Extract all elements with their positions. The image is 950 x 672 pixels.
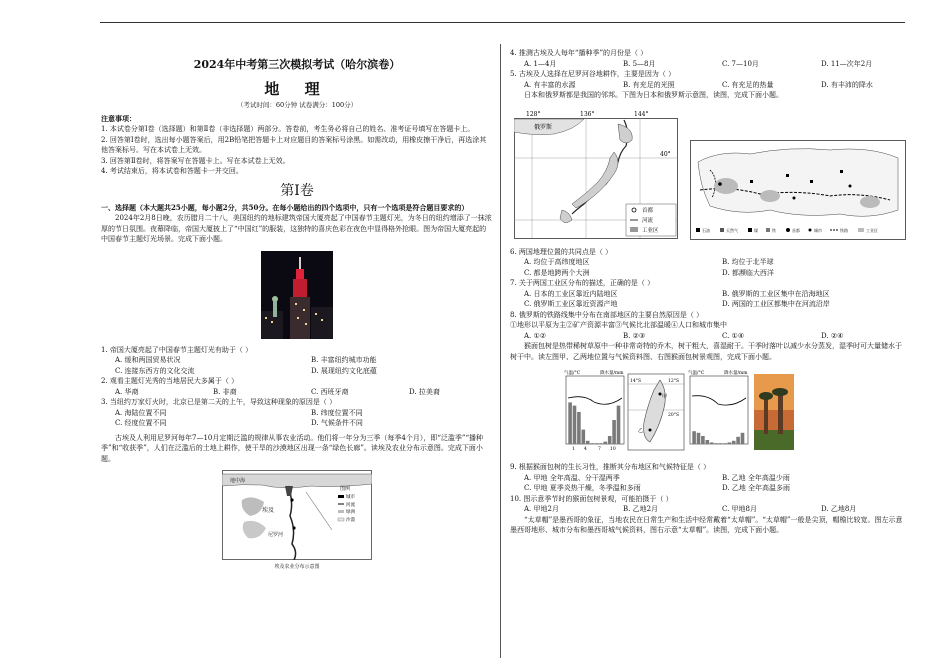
notice-item: 2. 回答第Ⅰ卷时，选出每小题答案后，用2B铅笔把答题卡上对应题目的答案标号涂黑。如需改动，用橡皮擦干净后，再选涂其他答案标号。写在本试卷上无效。 xyxy=(101,135,487,154)
option[interactable]: B. 5—8月 xyxy=(623,59,656,68)
legend-item: 天然气 xyxy=(726,227,738,233)
legend-item: 铁路 xyxy=(840,227,848,233)
precip-bar-8 xyxy=(723,443,727,444)
question-3: 3. 当纽约万家灯火时，北京已是第二天的上午，导致这种现象的原因是（ ） xyxy=(101,398,337,406)
option[interactable]: B. 乙地 全年高温少雨 xyxy=(722,473,790,482)
precip-bar-2 xyxy=(573,406,577,444)
passage-egypt: 古埃及人利用尼罗河每年7—10月定期泛滥的规律从事农业活动。他们将一年分为三季（每季4个月），即“泛滥季”“播种季”和“收获季”，人们在泛滥后的土地上耕作，使干旱的沙漠地区出现一条“绿色长廊”。读埃及农业分布示意图。完成下面小题。 xyxy=(101,433,484,463)
month-tick: 4 xyxy=(584,447,587,452)
exam-meta: （考试时间：60分钟 试卷满分：100分） xyxy=(236,101,358,109)
option[interactable]: A. 有丰富的水源 xyxy=(524,80,576,89)
empire-state-photo xyxy=(261,251,333,339)
option[interactable]: A. 缓和两国贸易状况 xyxy=(115,356,181,364)
passage-baobab: 猴面包树是热带稀树草原中一种非常奇特的乔木，树干粗大，喜湿耐干。干季时落叶以减少水分蒸发，湿季时可大量储水于树干中。读左图甲、乙两地位置与气候资料图、右图猴面包树景观图，完成下面小题。 xyxy=(510,342,902,361)
option[interactable]: A. 日本的工业区靠近内陆地区 xyxy=(524,289,618,298)
question-9: 9. 根据猴面包树的生长习性，推断其分布地区和气候特征是（ ） xyxy=(510,463,711,471)
figure-caption: 埃及农业分布示意图 xyxy=(274,563,320,570)
precip-bar-9 xyxy=(604,442,608,444)
option[interactable]: D. 拉美裔 xyxy=(409,387,440,396)
legend-item: 城市 xyxy=(814,227,822,233)
exam-title: 2024年中考第三次模拟考试（哈尔滨卷） xyxy=(193,58,401,71)
map-mark: 12°S xyxy=(668,379,680,384)
axis-label: 气温/°C xyxy=(564,371,581,376)
map-mark: 乙 xyxy=(638,428,644,434)
precip-bar-2 xyxy=(697,433,701,444)
month-tick: 7 xyxy=(598,447,601,452)
lon-label: 144° xyxy=(634,110,649,118)
precip-bar-4 xyxy=(706,440,710,444)
question-6: 6. 两国地理位置的共同点是（ ） xyxy=(510,247,613,256)
option[interactable]: A. 均位于高纬度地区 xyxy=(524,258,590,266)
legend-item: 工业区 xyxy=(642,227,659,234)
question-8: 8. 俄罗斯的铁路线集中分布在南部地区的主要自然原因是（ ） xyxy=(510,310,704,319)
notice-item: 4. 考试结束后，将本试卷和答题卡一并交回。 xyxy=(101,167,243,175)
passage-empire-state: 2024年2月8日晚，农历腊月二十八，美国纽约的地标建筑帝国大厦亮起了中国春节主题灯光，为冬日的纽约增添了一抹浓厚的节日氛围。夜幕降临，帝国大厦披上了“中国红”的服装，这独特的喜庆色彩在夜色中显得格外抢眼。图为帝国大厦亮起的中国春节主题灯光场景。完成下面小题。 xyxy=(101,214,492,243)
option[interactable]: B. ②③ xyxy=(623,331,646,340)
option[interactable]: C. 甲地8月 xyxy=(722,505,758,513)
option[interactable]: D. 都濒临大西洋 xyxy=(722,268,774,277)
option[interactable]: B. 有充足的光照 xyxy=(623,80,675,89)
lon-label: 136° xyxy=(580,110,595,118)
option[interactable]: D. 气候条件不同 xyxy=(311,419,363,427)
column-divider xyxy=(500,44,501,658)
precip-bar-12 xyxy=(741,433,745,444)
question-8-statements: ①地形以平原为主②矿产资源丰富③气候比北部温暖④人口和城市集中 xyxy=(510,321,727,329)
legend-item: 河流 xyxy=(642,217,654,224)
legend-item: 首都 xyxy=(792,227,800,233)
label-nile: 尼罗河 xyxy=(268,532,284,538)
legend-item: 煤 xyxy=(754,227,758,233)
axis-label: 降水量/mm xyxy=(600,371,624,376)
option[interactable]: D. 有丰沛的降水 xyxy=(821,80,873,89)
japan-map xyxy=(514,110,679,240)
exam-subject: 地 理 xyxy=(264,80,330,98)
precip-bar-5 xyxy=(586,441,590,444)
question-1: 1. 帝国大厦亮起了中国春节主题灯光有助于（ ） xyxy=(101,345,253,354)
option[interactable]: D. ②④ xyxy=(821,331,844,340)
precip-bar-12 xyxy=(617,406,621,444)
option[interactable]: B. 俄罗斯的工业区集中在沿海地区 xyxy=(722,289,830,298)
month-tick: 10 xyxy=(610,447,616,452)
option[interactable]: D. 展现纽约文化底蕴 xyxy=(311,366,377,375)
notice-item: 3. 回答第Ⅱ卷时，将答案写在答题卡上。写在本试卷上无效。 xyxy=(101,156,290,165)
option[interactable]: C. 经度位置不同 xyxy=(115,419,167,427)
top-rule xyxy=(100,22,905,23)
option[interactable]: C. 连接东西方的文化交流 xyxy=(115,366,195,375)
legend-item: 绿洲 xyxy=(346,510,355,515)
option[interactable]: C. 西班牙裔 xyxy=(311,387,349,396)
egypt-agriculture-map xyxy=(222,470,372,568)
precip-bar-1 xyxy=(692,431,696,444)
axis-label: 降水量/mm xyxy=(724,371,748,376)
legend-item: 石油 xyxy=(702,227,710,233)
notice-heading: 注意事项： xyxy=(101,113,136,123)
map-mark: 甲 xyxy=(662,394,668,400)
option[interactable]: D. 11—次年2月 xyxy=(821,59,873,68)
legend-item: 铁 xyxy=(772,227,776,233)
lat-label: 40° xyxy=(660,150,671,158)
passage-sombrero: “太草帽”是墨西哥的象征，当地农民在日常生产和生活中经常戴着“太草帽”。“太草帽”一般是尖顶，帽檐比较宽。图左示意墨西哥地形、城市分布和墨西哥城气候资料，图右示意“太草帽”。读图，完成下面小题。 xyxy=(510,515,903,534)
right-column xyxy=(510,48,906,536)
legend-item: 河流 xyxy=(346,503,355,508)
option[interactable]: C. 7—10月 xyxy=(722,59,759,68)
precip-bar-11 xyxy=(736,437,740,444)
precip-bar-3 xyxy=(577,412,581,444)
label-egypt: 埃及 xyxy=(262,507,275,514)
legend-item: 工业区 xyxy=(866,227,878,233)
option[interactable]: D. 乙地8月 xyxy=(821,505,857,513)
option[interactable]: C. 有充足的热量 xyxy=(722,80,774,89)
option[interactable]: A. 海陆位置不同 xyxy=(115,408,167,417)
russia-map xyxy=(690,140,906,240)
precip-bar-7 xyxy=(719,443,723,444)
left-column xyxy=(101,50,493,568)
climate-charts xyxy=(564,368,794,454)
axis-label: 气温/°C xyxy=(688,371,705,376)
precip-bar-7 xyxy=(595,443,599,444)
precip-bar-10 xyxy=(732,441,736,444)
option[interactable]: A. 1—4月 xyxy=(524,59,557,68)
legend-item: 沙漠 xyxy=(346,518,355,523)
legend-item: 城市 xyxy=(346,495,355,500)
option[interactable]: C. 都是地跨两个大洲 xyxy=(524,268,590,277)
option[interactable]: A. 甲地 全年高温、分干湿两季 xyxy=(524,473,620,482)
option[interactable]: B. 乙地2月 xyxy=(623,505,659,513)
question-2: 2. 观看主题灯光秀的当地居民大多属于（ ） xyxy=(101,377,239,385)
precip-bar-11 xyxy=(612,420,616,444)
section-intro: 一、选择题（本大题共25小题，每小题2分，共50分。在每小题给出的四个选项中，只有一个选项是符合题目要求的） xyxy=(101,202,469,212)
option[interactable]: C. 甲地 夏季炎热干燥，冬季温和多雨 xyxy=(524,484,641,492)
precip-bar-4 xyxy=(582,430,586,444)
option[interactable]: B. 纬度位置不同 xyxy=(311,408,363,417)
legend-item: 首都 xyxy=(642,207,654,214)
option[interactable]: A. 甲地2月 xyxy=(524,505,559,513)
map-mark: 20°S xyxy=(668,413,680,418)
option[interactable]: C. ①④ xyxy=(722,331,745,340)
precip-bar-3 xyxy=(701,436,705,444)
option[interactable]: D. 两国的工业区都集中在河流沿岸 xyxy=(722,300,830,308)
lon-label: 128° xyxy=(526,110,541,118)
precip-bar-10 xyxy=(608,436,612,444)
passage-japan-russia: 日本和俄罗斯都是我国的邻邦。下图为日本和俄罗斯示意图，读图，完成下面小题。 xyxy=(524,91,783,99)
option[interactable]: C. 俄罗斯工业区靠近资源产地 xyxy=(524,300,618,308)
label-mediterranean: 地中海 xyxy=(230,478,246,484)
legend-title: 图例 xyxy=(340,486,351,492)
option[interactable]: D. 乙地 全年高温多雨 xyxy=(722,484,791,492)
question-10: 10. 图示意季节时的猴面包树景观，可能拍摄于（ ） xyxy=(510,494,673,503)
precip-bar-1 xyxy=(568,402,572,444)
question-5: 5. 古埃及人选择在尼罗河谷地耕作，主要是因为（ ） xyxy=(510,70,676,78)
precip-bar-5 xyxy=(710,442,714,444)
precip-bar-9 xyxy=(728,442,732,444)
map-mark: 14°S xyxy=(630,379,642,384)
option[interactable]: A. 华裔 xyxy=(115,387,139,396)
precip-bar-8 xyxy=(599,443,603,444)
precip-bar-6 xyxy=(590,443,594,444)
option[interactable]: B. 非裔 xyxy=(213,387,237,396)
precip-bar-6 xyxy=(714,443,718,444)
section-heading: 第Ⅰ卷 xyxy=(280,182,314,199)
option[interactable]: A. ①② xyxy=(524,331,547,340)
question-7: 7. 关于两国工业区分布的描述，正确的是（ ） xyxy=(510,279,655,287)
month-tick: 1 xyxy=(572,447,575,452)
notice-item: 1. 本试卷分第Ⅰ卷（选择题）和第Ⅱ卷（非选择题）两部分。答卷前，考生务必将自己的姓名、准考证号填写在答题卡上。 xyxy=(101,125,475,133)
climate-figure xyxy=(510,366,906,458)
question-4: 4. 推测古埃及人每年“播种季”的月份是（ ） xyxy=(510,49,648,57)
option[interactable]: B. 均位于北半球 xyxy=(722,258,774,266)
japan-russia-maps xyxy=(510,104,906,242)
option[interactable]: B. 丰富纽约城市功能 xyxy=(311,356,377,364)
label-russia: 俄罗斯 xyxy=(534,123,553,131)
